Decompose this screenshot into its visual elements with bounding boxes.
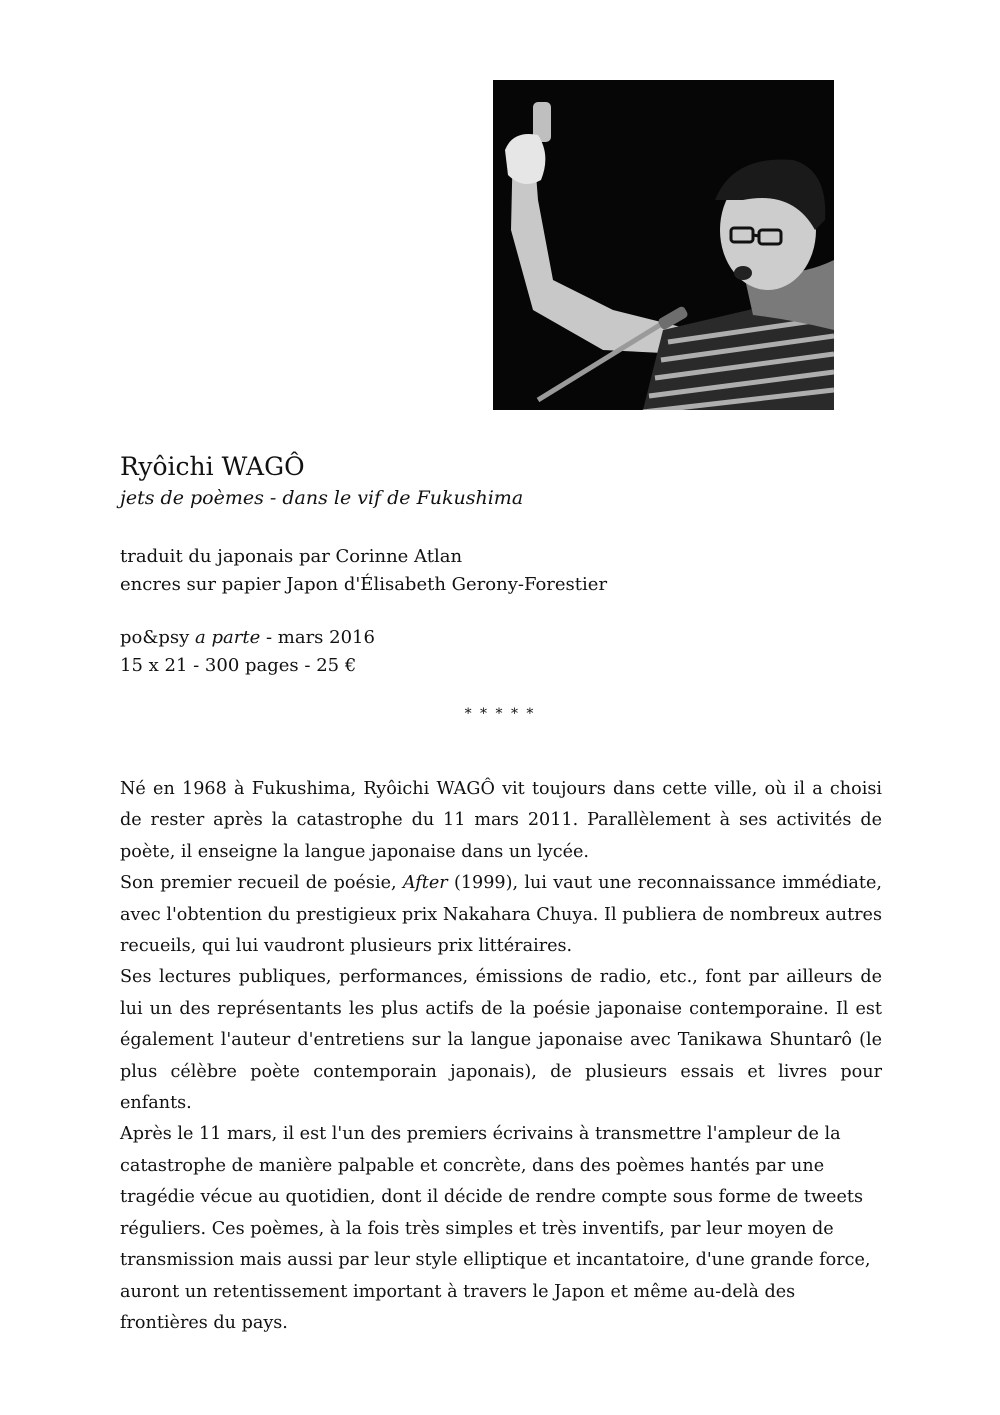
bio-paragraph-4: Après le 11 mars, il est l'un des premiers écrivains à transmettre l'ampleur de la catastrophe de manière palpable et concrète, dans des poèmes hantés par une tragédie vécue au quotidien, dont il décide de rendre compte sous forme de tweets réguliers. Ces poèmes, à la fois très simples et très inventifs, par leur moyen de transmission mais aussi par leur style elliptique et incantatoire, d'une grande force, auront un retentissement important à travers le Japon et même au-delà des frontières du pays. [120, 1124, 871, 1333]
collection: a parte [195, 627, 261, 648]
credits [120, 543, 607, 599]
bio-paragraph-2 [120, 868, 882, 962]
book-title: jets de poèmes - dans le vif de Fukushima [120, 487, 524, 509]
biography [120, 774, 882, 1339]
inks-line: encres sur papier Japon d'Élisabeth Gerony-Forestier [120, 574, 608, 595]
author-photo [493, 80, 834, 410]
bio-p2-before: Son premier recueil de poésie, [120, 873, 403, 894]
bio-p2-after: (1999), lui vaut une reconnaissance immédiate, avec l'obtention du prestigieux prix Nakahara Chuya. Il publiera de nombreux autres recueils, qui lui vaudront plusieurs prix littéraires. [120, 873, 882, 957]
publication-date: - mars 2016 [260, 627, 375, 648]
bio-paragraph-3: Ses lectures publiques, performances, émissions de radio, etc., font par ailleurs de lui un des représentants les plus actifs de la poésie japonaise contemporaine. Il est également l'auteur d'entretiens sur la langue japonaise avec Tanikawa Shuntarô (le plus célèbre poète contemporain japonais), de plusieurs essais et livres pour enfants. [120, 967, 882, 1114]
bio-paragraph-1: Né en 1968 à Fukushima, Ryôichi WAGÔ vit toujours dans cette ville, où il a choisi de rester après la catastrophe du 11 mars 2011. Parallèlement à ses activités de poète, il enseigne la langue japonaise dans un lycée. [120, 779, 882, 862]
author-name: Ryôichi WAGÔ [120, 452, 305, 481]
translator-line: traduit du japonais par Corinne Atlan [120, 546, 463, 567]
publisher-line [120, 624, 375, 652]
author-photo-illustration [493, 80, 834, 410]
separator: * * * * * [464, 706, 536, 722]
publisher: po&psy [120, 627, 190, 648]
bio-p2-title: After [402, 873, 448, 894]
publication-info [120, 624, 375, 680]
book-header [120, 450, 880, 512]
book-specs: 15 x 21 - 300 pages - 25 € [120, 655, 357, 676]
